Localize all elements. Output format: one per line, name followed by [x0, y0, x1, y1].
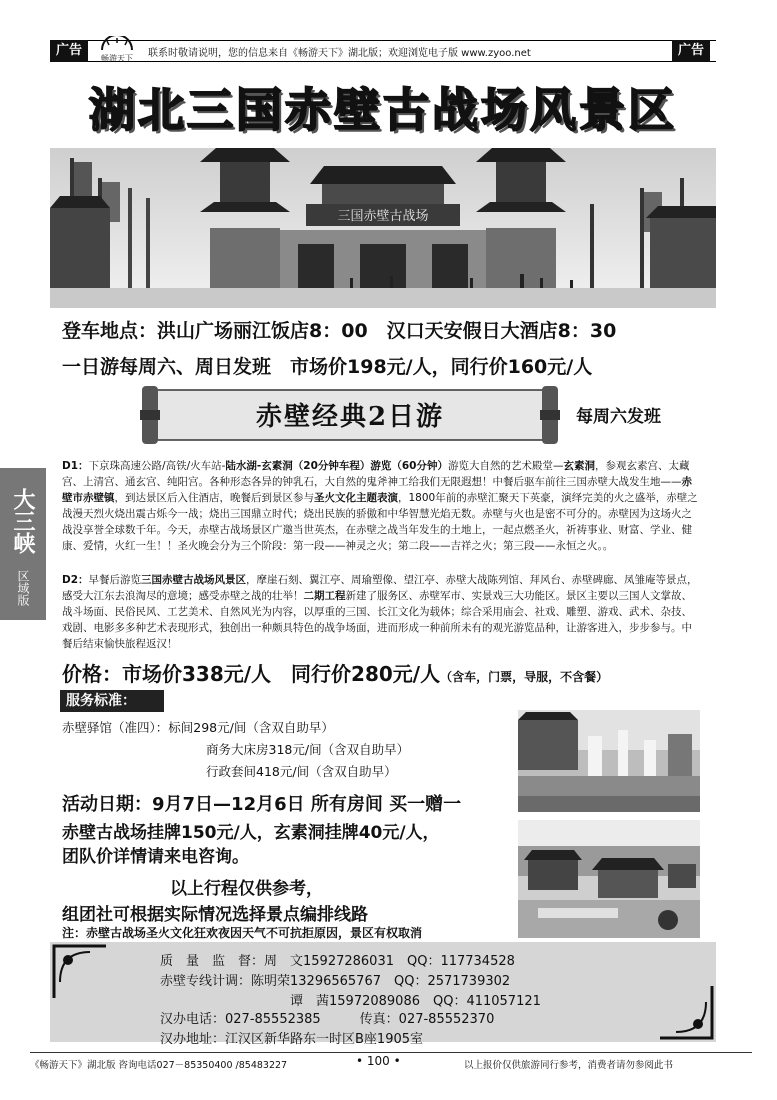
hotel-executive-suite: 行政套间418元/间（含双自助早）	[206, 764, 397, 779]
itinerary-day1	[62, 458, 702, 554]
contact-route-planner-2: 谭 茜15972089086 QQ：411057121	[290, 994, 541, 1009]
scenic-aerial-photo	[518, 820, 700, 938]
region-name: 大三峡	[10, 488, 36, 554]
page-title: 湖北三国赤壁古战场风景区	[89, 83, 677, 137]
contact-route-planner-1: 赤壁专线计调：陈明荣13296565767 QQ：2571739302	[160, 974, 511, 989]
day1-bold-1: 陆水湖-玄素洞（20分钟车程）游览（60分钟）	[225, 460, 448, 472]
day2-bold-2: 二期工程	[303, 590, 346, 602]
corner-ornament-left-icon	[50, 942, 110, 1002]
day2-text-1: 早餐后游览	[88, 574, 142, 586]
day2-text-2: ，摩崖石刻、翼江亭、周瑜塑像、望江亭、赤壁大战陈列馆、拜风台、赤壁碑廊、凤雏庵等景点，感受大江东去浪淘尽的意境；感受赤壁之战的壮举！	[62, 574, 698, 602]
promo-dates: 活动日期：9月7日—12月6日 所有房间 买一赠一	[62, 794, 462, 815]
day1-text-5: ，1800年前的赤壁汇聚天下英豪，演绎完美的火之盛举，赤壁之战漫天烈火烧出震古烁今一战；烧出三国鼎立时代；烧出民族的骄傲和中华智慧光焰无数。赤壁与火也是密不可分的。赤壁因为这场火之战没享誉全球数千年。今天，赤壁古战场景区广邀当世英杰，在赤壁之战当年发生的土地上，一起点燃圣火，祈祷事业、财富、学业、健康、爱情，火红一生！！圣火晚会分为三个阶段：第一段——神灵之火；第二段——吉祥之火；第三段——永恒之火。。	[62, 492, 698, 552]
footer-divider	[30, 1052, 752, 1053]
scenic-gate-photo	[50, 148, 716, 308]
promo-ticket-prices: 赤壁古战场挂牌150元/人，玄素洞挂牌40元/人，	[62, 823, 440, 843]
contact-office-address: 汉办地址：江汉区新华路东一时区B座1905室	[160, 1032, 424, 1047]
logo-text: 畅游天下	[101, 54, 133, 63]
price-note: （含车，门票，导服，不含餐）	[440, 670, 609, 684]
day2-bold-1: 三国赤壁古战场风景区	[141, 574, 247, 586]
day1-text-2: 游览大自然的艺术殿堂—	[448, 460, 564, 472]
footer-publisher: 《畅游天下》湖北版 咨询电话027－85350400 /85483227	[30, 1060, 288, 1071]
tour-price	[62, 658, 608, 687]
promo-group-inquiry: 团队价详情请来电咨询。	[62, 847, 249, 867]
hotel-standard-room: 赤壁驿馆（准四）：标间298元/间（含双自助早）	[62, 720, 334, 735]
reference-line-2: 组团社可根据实际情况选择景点编排线路	[62, 905, 368, 925]
service-standard-label: 服务标准：	[60, 690, 164, 712]
contact-office-phone: 汉办电话：027-85552385 传真：027-85552370	[160, 1012, 495, 1027]
day2-text-3: 新建了服务区、赤壁军市、实景戏三大功能区。景区主要以三国人文掌故、战斗场面、民俗民风、工艺美术、自然风光为内容，以厚重的三国、长江文化为载体；综合采用庙会、社戏、雕塑、游戏、武术、杂技、戏剧、电影多多种艺术表现形式，独创出一种颇具特色的战争场面，进而形成一种前所未有的观光游览品种，让游客进入，步步参与。中餐后结束愉快旅程返汉！	[62, 590, 692, 650]
day2-label: D2：	[62, 574, 89, 586]
departure-schedule: 每周六发班	[576, 407, 661, 427]
reference-line-1: 以上行程仅供参考，	[170, 879, 323, 899]
gate-sign: 三国赤壁古战场	[337, 209, 429, 224]
boarding-info: 登车地点：洪山广场丽江饭店8：00 汉口天安假日大酒店8：30	[62, 320, 617, 342]
footer-disclaimer: 以上报价仅供旅游同行参考，消费者请勿参阅此书	[464, 1060, 674, 1071]
contact-quality-supervisor: 质 量 监 督：周 文15927286031 QQ：117734528	[160, 954, 515, 969]
day1-text-3: ，参观玄素宫、太藏宫、上清宫、通玄宫、纯阳宫。各种形态各异的钟乳石，大自然的鬼斧神工给我们无限遐想！中餐后驱车前往三国赤壁大战发生地——	[62, 460, 690, 488]
ad-label-right: 广告	[672, 40, 710, 62]
day-trip-info: 一日游每周六、周日发班 市场价198元/人，同行价160元/人	[62, 356, 593, 378]
route-title: 赤壁经典2日游	[255, 402, 445, 432]
itinerary-day2	[62, 572, 702, 652]
region-side-tab	[0, 468, 46, 620]
price-text: 价格：市场价338元/人 同行价280元/人	[62, 662, 441, 686]
scenic-fountain-photo	[518, 710, 700, 812]
page-number: • 100 •	[356, 1054, 401, 1068]
region-label: 区域版	[16, 570, 30, 606]
day1-bold-4: 圣火文化主题表演	[314, 492, 398, 504]
day1-label: D1：	[62, 460, 89, 472]
weather-notice: 注：赤壁古战场圣火文化狂欢夜因天气不可抗拒原因，景区有权取消	[62, 926, 423, 940]
corner-ornament-right-icon	[656, 982, 716, 1042]
header-notice: 联系时敬请说明，您的信息来自《畅游天下》湖北版；欢迎浏览电子版 www.zyoo.net	[148, 48, 531, 59]
magazine-logo-icon	[96, 36, 138, 64]
hotel-business-room: 商务大床房318元/间（含双自助早）	[206, 742, 410, 757]
day1-text-4: ，到达景区后入住酒店，晚餐后到景区参与	[114, 492, 314, 504]
day1-bold-2: 玄素洞	[563, 460, 595, 472]
ad-label-left: 广告	[50, 40, 88, 62]
day1-text-1: 下京珠高速公路/高铁/火车站-	[88, 460, 226, 472]
day1-bold-3: 赤壁市赤壁镇	[62, 476, 692, 504]
